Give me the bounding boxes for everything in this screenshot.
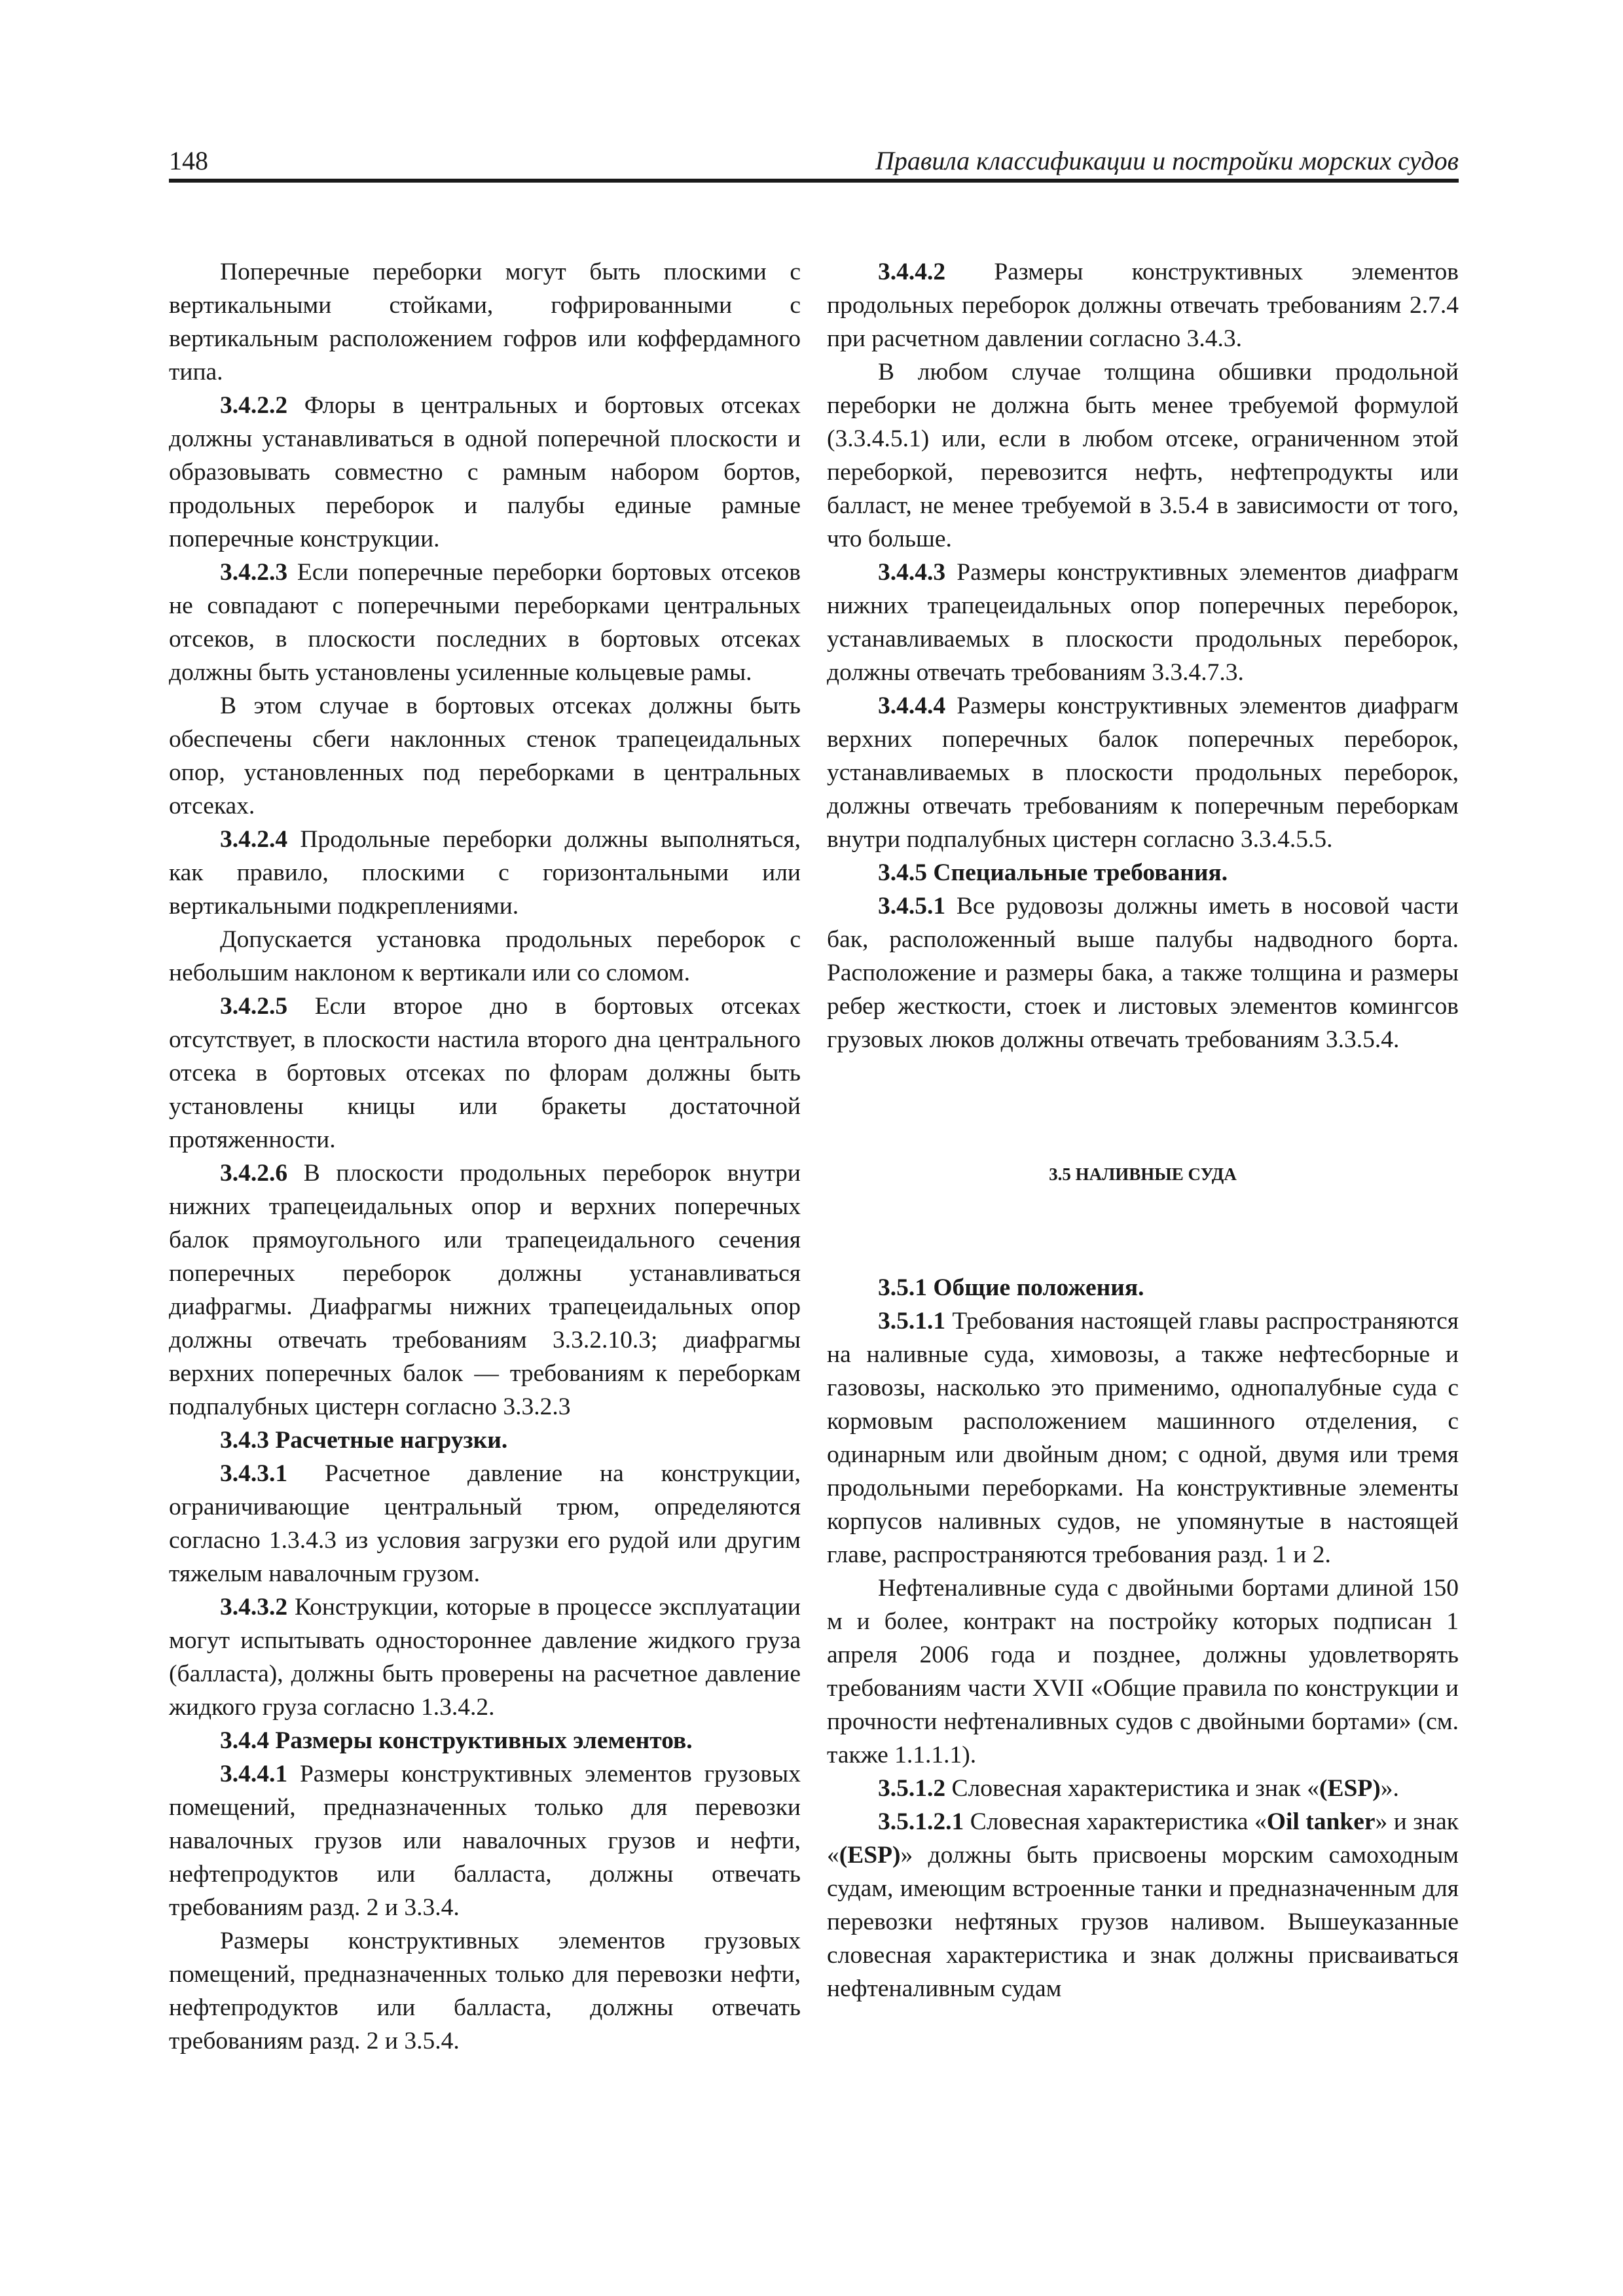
paragraph: 3.5.1.2 Словесная характеристика и знак «(ESP)». [878, 1775, 1399, 1802]
paragraph: 3.4.4.4 Размеры конструктивных элементов диафрагм верхних поперечных балок поперечных переборок, устанавливаемых в плоскости продольных переборок, должны отвечать требованиям к поперечным переборкам внутри подпалубных цистерн согласно 3.3.4.5.5. [827, 692, 1459, 853]
paragraph: 3.4.5.1 Все рудовозы должны иметь в носовой части бак, расположенный выше палубы надводного борта. Расположение и размеры бака, а также толщина и размеры ребер жесткости, стоек и листовых элементов комингсов грузовых люков должны отвечать требованиям 3.3.5.4. [827, 893, 1459, 1053]
subsection-heading: 3.4.4 Размеры конструктивных элементов. [220, 1727, 693, 1754]
clause-number: 3.4.2.3 [220, 559, 288, 586]
mark-esp: (ESP) [839, 1842, 901, 1869]
clause-number: 3.4.2.4 [220, 826, 288, 853]
clause-number: 3.4.4.3 [878, 559, 946, 586]
paragraph: 3.4.4.3 Размеры конструктивных элементов диафрагм нижних трапецеидальных опор поперечных переборок, устанавливаемых в плоскости продольных переборок, должны отвечать требованиям 3.3.4.7.3. [827, 559, 1459, 686]
paragraph: 3.4.2.5 Если второе дно в бортовых отсеках отсутствует, в плоскости настила второго дна центрального отсека в бортовых отсеках по флорам должны быть установлены кницы или бракеты достаточной протяженности. [169, 993, 801, 1153]
paragraph: 3.4.2.2 Флоры в центральных и бортовых отсеках должны устанавливаться в одной поперечной плоскости и образовывать совместно с рамным набором бортов, продольных переборок и палубы единые рамные поперечные конструкции. [169, 392, 801, 552]
clause-number: 3.4.4.1 [220, 1761, 288, 1787]
running-title: Правила классификации и постройки морских судов [875, 146, 1459, 175]
clause-number: 3.4.2.6 [220, 1160, 288, 1187]
paragraph: В этом случае в бортовых отсеках должны быть обеспечены сбеги наклонных стенок трапецеидальных опор, установленных под переборками в центральных отсеках. [169, 692, 801, 819]
section-spacer [827, 1191, 1459, 1271]
paragraph: 3.5.1.2.1 Словесная характеристика «Oil tanker» и знак «(ESP)» должны быть присвоены морским самоходным судам, имеющим встроенные танки и предназначенным для перевозки нефтяных грузов наливом. Вышеуказанные словесная характеристика и знак должны присваиваться нефтеналивным судам [827, 1808, 1459, 2002]
clause-number: 3.4.3.2 [220, 1594, 288, 1621]
paragraph: 3.4.2.4 Продольные переборки должны выполняться, как правило, плоскими с горизонтальными или вертикальными подкреплениями. [169, 826, 801, 920]
paragraph: 3.4.4.1 Размеры конструктивных элементов грузовых помещений, предназначенных только для перевозки навалочных грузов или навалочных грузов и нефти, нефтепродуктов или балласта, должны отвечать требованиям разд. 2 и 3.3.4. [169, 1761, 801, 1921]
clause-number: 3.4.3.1 [220, 1460, 288, 1487]
paragraph: 3.5.1.1 Требования настоящей главы распространяются на наливные суда, химовозы, а также нефтесборные и газовозы, насколько это применимо, однопалубные суда с кормовым расположением машинного отделения, с одинарным или двойным дном; с одной, двумя или тремя продольными переборками. На конструктивные элементы корпусов наливных судов, не упомянутые в настоящей главе, распространяются требования разд. 1 и 2. [827, 1308, 1459, 1568]
clause-number: 3.5.1.2 [878, 1775, 946, 1802]
paragraph: 3.4.2.3 Если поперечные переборки бортовых отсеков не совпадают с поперечными переборками центральных отсеков, в плоскости последних в бортовых отсеках должны быть установлены усиленные кольцевые рамы. [169, 559, 801, 686]
subsection-heading: 3.4.5 Специальные требования. [878, 859, 1228, 886]
paragraph: Допускается установка продольных переборок с небольшим наклоном к вертикали или со сломом. [169, 926, 801, 986]
section-title: 3.5 НАЛИВНЫЕ СУДА [1049, 1164, 1237, 1184]
subsection-heading: 3.5.1 Общие положения. [878, 1274, 1144, 1301]
left-column [169, 255, 801, 2058]
class-notation: Oil tanker [1266, 1808, 1376, 1835]
clause-number: 3.5.1.2.1 [878, 1808, 964, 1835]
page-number: 148 [169, 146, 208, 175]
paragraph: 3.4.3.2 Конструкции, которые в процессе эксплуатации могут испытывать одностороннее давление жидкого груза (балласта), должны быть проверены на расчетное давление жидкого груза согласно 1.3.4.2. [169, 1594, 801, 1721]
paragraph: 3.4.3.1 Расчетное давление на конструкции, ограничивающие центральный трюм, определяются согласно 1.3.4.3 из условия загрузки его рудой или другим тяжелым навалочным грузом. [169, 1460, 801, 1587]
clause-number: 3.4.2.5 [220, 993, 288, 1020]
clause-number: 3.4.4.4 [878, 692, 946, 719]
right-column [827, 255, 1459, 2005]
paragraph: 3.4.2.6 В плоскости продольных переборок внутри нижних трапецеидальных опор и верхних поперечных балок прямоугольного или трапецеидального сечения поперечных переборок должны устанавливаться диафрагмы. Диафрагмы нижних трапецеидальных опор должны отвечать требованиям 3.3.2.10.3; диафрагмы верхних поперечных балок — требованиям к переборкам подпалубных цистерн согласно 3.3.2.3 [169, 1160, 801, 1420]
paragraph: Поперечные переборки могут быть плоскими с вертикальными стойками, гофрированными с вертикальным расположением гофров или коффердамного типа. [169, 259, 801, 386]
paragraph: 3.4.4.2 Размеры конструктивных элементов продольных переборок должны отвечать требованиям 2.7.4 при расчетном давлении согласно 3.4.3. [827, 259, 1459, 352]
paragraph: Размеры конструктивных элементов грузовых помещений, предназначенных только для перевозки нефти, нефтепродуктов или балласта, должны отвечать требованиям разд. 2 и 3.5.4. [169, 1928, 801, 2054]
clause-number: 3.4.4.2 [878, 259, 946, 285]
paragraph: Нефтеналивные суда с двойными бортами длиной 150 м и более, контракт на постройку которых подписан 1 апреля 2006 года и позднее, должны удовлетворять требованиям части XVII «Общие правила по конструкции и прочности нефтеналивных судов с двойными бортами» (см. также 1.1.1.1). [827, 1575, 1459, 1768]
section-spacer [827, 1056, 1459, 1158]
clause-number: 3.4.5.1 [878, 893, 946, 920]
page-header [169, 145, 1459, 182]
header-rule [169, 179, 1459, 183]
clause-number: 3.4.2.2 [220, 392, 288, 419]
paragraph: В любом случае толщина обшивки продольной переборки не должна быть менее требуемой формулой (3.3.4.5.1) или, если в любом отсеке, ограниченном этой переборкой, перевозится нефть, нефтепродукты или балласт, не менее требуемой в 3.5.4 в зависимости от того, что больше. [827, 359, 1459, 552]
subsection-heading: 3.4.3 Расчетные нагрузки. [220, 1427, 508, 1454]
mark-esp: (ESP) [1319, 1775, 1381, 1802]
clause-number: 3.5.1.1 [878, 1308, 946, 1335]
